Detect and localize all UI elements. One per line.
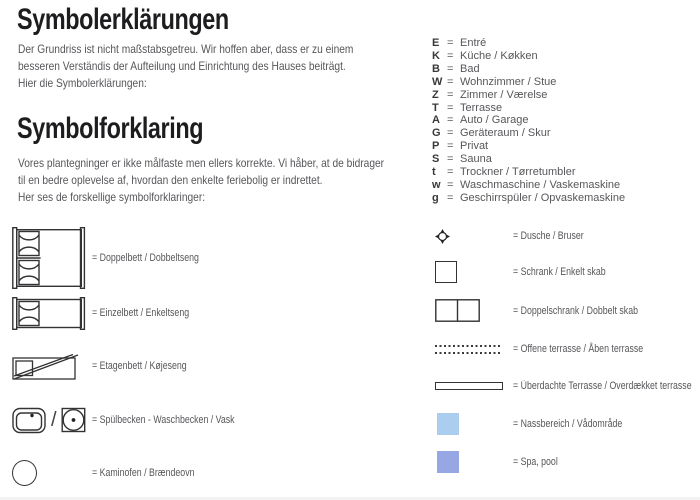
legend-label-text: = Spülbecken - Waschbecken / Vask bbox=[92, 414, 235, 426]
german-intro-line-text: Der Grundriss ist nicht maßstabsgetreu. Wir hoffen aber, dass er zu einem bbox=[18, 42, 354, 56]
equals-sign: = bbox=[447, 49, 454, 62]
legend-label bbox=[513, 266, 629, 278]
code-letter: g bbox=[432, 191, 439, 204]
legend-label-text: = Etagenbett / Køjeseng bbox=[92, 360, 187, 372]
legend-label bbox=[513, 380, 700, 392]
letter-code-row bbox=[432, 76, 625, 89]
code-letter: E bbox=[432, 37, 440, 49]
legend-label bbox=[513, 418, 650, 430]
german-intro-line-text: besseren Verständis der Aufteilung und Einrichtung des Hauses beiträgt. bbox=[18, 59, 346, 73]
legend-row-open-terrace bbox=[435, 343, 676, 355]
letter-code-row bbox=[432, 50, 625, 63]
icon-cell bbox=[435, 345, 513, 354]
equals-sign: = bbox=[447, 140, 454, 153]
danish-intro bbox=[18, 155, 449, 206]
legend-row-single-bed bbox=[12, 295, 213, 331]
code-letter: A bbox=[432, 114, 440, 127]
single-cabinet-icon bbox=[435, 261, 457, 283]
danish-title-text: Symbolforklaring bbox=[17, 112, 204, 145]
code-meaning: Geräteraum / Skur bbox=[460, 127, 551, 140]
code-meaning: Sauna bbox=[460, 153, 492, 166]
code-letter: G bbox=[432, 127, 441, 140]
equals-sign: = bbox=[447, 178, 454, 191]
letter-code-row bbox=[432, 89, 625, 102]
legend-label bbox=[92, 307, 213, 319]
danish-intro-line bbox=[18, 172, 449, 189]
letter-code-row bbox=[432, 140, 625, 153]
legend-label-text: = Doppelbett / Dobbeltseng bbox=[92, 252, 199, 264]
icon-cell bbox=[12, 297, 92, 330]
legend-label bbox=[92, 252, 226, 264]
german-intro-line-text: Hier die Symbolerklärungen: bbox=[18, 76, 147, 90]
equals-sign: = bbox=[447, 101, 454, 114]
equals-sign: = bbox=[447, 62, 454, 75]
letter-code-list bbox=[432, 37, 625, 205]
bunk-bed-icon bbox=[12, 353, 79, 380]
code-letter: w bbox=[432, 178, 441, 191]
code-meaning: Wohnzimmer / Stue bbox=[460, 75, 557, 88]
legend-row-double-bed bbox=[12, 226, 226, 290]
letter-code-row bbox=[432, 153, 625, 166]
letter-code-row bbox=[432, 102, 625, 115]
legend-row-wet-area bbox=[437, 412, 650, 435]
double-bed-icon bbox=[12, 227, 86, 289]
legend-label-text: = Spa, pool bbox=[513, 455, 558, 468]
code-meaning: Zimmer / Værelse bbox=[460, 88, 548, 101]
code-letter: P bbox=[432, 140, 440, 153]
covered-terrace-icon bbox=[435, 382, 503, 390]
icon-cell bbox=[12, 353, 92, 380]
code-meaning: Waschmaschine / Vaskemaskine bbox=[460, 178, 621, 191]
icon-cell bbox=[12, 407, 92, 434]
equals-sign: = bbox=[447, 114, 454, 127]
icon-cell bbox=[437, 413, 513, 435]
legend-label-text: = Einzelbett / Enkeltseng bbox=[92, 307, 190, 319]
sink-icon bbox=[12, 407, 46, 434]
letter-code-row bbox=[432, 114, 625, 127]
letter-code-row bbox=[432, 63, 625, 76]
letter-code-row bbox=[432, 37, 625, 50]
legend-label-text: = Überdachte Terrasse / Overdækket terrasse bbox=[513, 380, 692, 392]
german-intro-line bbox=[18, 58, 413, 75]
icon-cell bbox=[12, 460, 92, 486]
legend-label bbox=[92, 360, 210, 372]
icon-cell bbox=[437, 451, 513, 473]
code-meaning: Geschirrspüler / Opvaskemaskine bbox=[460, 191, 626, 204]
code-letter: B bbox=[432, 62, 440, 75]
icon-cell bbox=[435, 229, 513, 244]
legend-label-text: = Kaminofen / Brændeovn bbox=[92, 466, 195, 479]
danish-intro-line bbox=[18, 189, 449, 206]
german-title-text: Symbolerklärungen bbox=[17, 3, 229, 36]
legend-label-text: = Schrank / Enkelt skab bbox=[513, 266, 606, 278]
legend-label-text: = Doppelschrank / Dobbelt skab bbox=[513, 304, 638, 317]
equals-sign: = bbox=[447, 166, 454, 179]
legend-row-sink bbox=[12, 405, 270, 435]
code-letter: Z bbox=[432, 88, 439, 101]
code-meaning: Trockner / Tørretumbler bbox=[460, 166, 576, 179]
legend-row-shower bbox=[435, 228, 601, 244]
legend-label-text: = Nassbereich / Vådområde bbox=[513, 417, 623, 430]
letter-code-row bbox=[432, 179, 625, 192]
legend-label-text: = Offene terrasse / Åben terrasse bbox=[513, 343, 644, 355]
double-cabinet-icon bbox=[435, 299, 480, 322]
icon-cell bbox=[435, 299, 513, 322]
letter-code-row bbox=[432, 166, 625, 179]
equals-sign: = bbox=[447, 75, 454, 88]
legend-label bbox=[513, 343, 676, 355]
shower-icon bbox=[435, 229, 450, 244]
equals-sign: = bbox=[447, 127, 454, 140]
equals-sign: = bbox=[447, 153, 454, 166]
icon-cell bbox=[435, 261, 513, 283]
icon-cell bbox=[435, 382, 513, 390]
legend-row-single-cabinet bbox=[435, 261, 629, 283]
legend-label-text: = Dusche / Bruser bbox=[513, 230, 584, 242]
equals-sign: = bbox=[447, 191, 454, 204]
german-intro-line bbox=[18, 41, 413, 58]
danish-intro-line bbox=[18, 155, 449, 172]
danish-intro-line-text: til en bedre oplevelse af, hvordan den enkelte feriebolig er indrettet. bbox=[18, 173, 323, 187]
legend-label bbox=[92, 414, 270, 426]
legend-label bbox=[513, 230, 601, 242]
open-terrace-icon bbox=[435, 345, 502, 354]
german-title bbox=[17, 3, 289, 37]
equals-sign: = bbox=[447, 88, 454, 101]
code-letter: K bbox=[432, 49, 440, 62]
wet-area-swatch bbox=[437, 413, 459, 435]
slash-separator: / bbox=[51, 408, 57, 431]
icon-cell bbox=[12, 227, 92, 289]
danish-intro-line-text: Her ses de forskellige symbolforklaringer: bbox=[18, 190, 206, 204]
letter-code-row bbox=[432, 127, 625, 140]
code-letter: S bbox=[432, 153, 440, 166]
equals-sign: = bbox=[447, 37, 454, 49]
wood-stove-icon bbox=[12, 460, 37, 486]
code-meaning: Bad bbox=[460, 62, 480, 75]
code-meaning: Küche / Køkken bbox=[460, 49, 538, 62]
code-meaning: Auto / Garage bbox=[460, 114, 529, 127]
code-letter: W bbox=[432, 75, 443, 88]
danish-intro-line-text: Vores plantegninger er ikke målfaste men ellers korrekte. Vi håber, at de bidrager bbox=[18, 156, 385, 170]
letter-code-row bbox=[432, 192, 625, 205]
legend-row-covered-terrace bbox=[435, 380, 700, 392]
legend-label bbox=[513, 456, 569, 468]
washbasin-icon bbox=[61, 407, 86, 433]
spa-pool-swatch bbox=[437, 451, 459, 473]
code-meaning: Entré bbox=[460, 37, 487, 49]
code-meaning: Privat bbox=[460, 140, 489, 153]
legend-row-wood-stove bbox=[12, 458, 220, 487]
code-letter: T bbox=[432, 101, 439, 114]
single-bed-icon bbox=[12, 297, 86, 330]
legend-row-double-cabinet bbox=[435, 299, 669, 322]
legend-label bbox=[92, 467, 220, 479]
legend-row-bunk-bed bbox=[12, 351, 210, 381]
code-meaning: Terrasse bbox=[460, 101, 503, 114]
legend-label bbox=[513, 305, 669, 317]
german-intro bbox=[18, 41, 413, 92]
german-intro-line bbox=[18, 75, 413, 92]
legend-row-spa-pool bbox=[437, 450, 569, 473]
code-letter: t bbox=[432, 166, 436, 179]
danish-title bbox=[17, 112, 256, 146]
